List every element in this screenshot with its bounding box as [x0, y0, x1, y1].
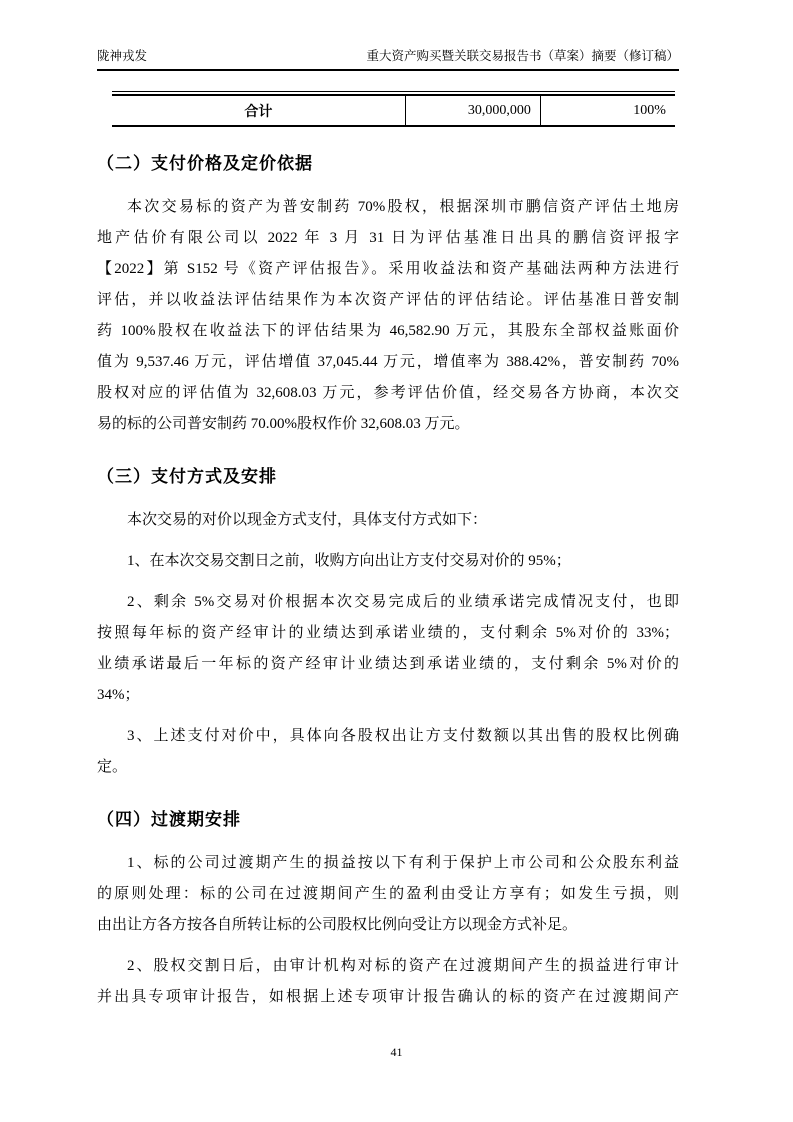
- body-line: 的原则处理：标的公司在过渡期间产生的盈利由受让方享有；如发生亏损，则: [97, 886, 679, 902]
- body-line: 地产估价有限公司以 2022 年 3 月 31 日为评估基准日出具的鹏信资评报字: [97, 230, 679, 246]
- body-line: 业绩承诺最后一年标的资产经审计业绩达到承诺业绩的，支付剩余 5%对价的: [97, 656, 679, 672]
- header-company: 陇神戎发: [97, 49, 148, 63]
- page-number: 41: [390, 1045, 403, 1059]
- body-line: 股权对应的评估值为 32,608.03 万元，参考评估价值，经交易各方协商，本次交: [97, 385, 679, 401]
- body-line: 2、股权交割日后，由审计机构对标的资产在过渡期间产生的损益进行审计: [127, 958, 679, 974]
- body-line: 1、标的公司过渡期产生的损益按以下有利于保护上市公司和公众股东利益: [127, 855, 679, 871]
- section-body: [97, 848, 679, 1013]
- paragraph: [97, 505, 679, 536]
- body-line: 药 100%股权在收益法下的评估结果为 46,582.90 万元，其股东全部权益账面价: [97, 323, 679, 339]
- running-header: [97, 48, 679, 64]
- body-line: 本次交易标的资产为普安制药 70%股权，根据深圳市鹏信资产评估土地房: [127, 199, 679, 215]
- paragraph: [97, 587, 679, 711]
- body-line: 1、在本次交易交割日之前，收购方向出让方支付交易对价的 95%；: [127, 553, 571, 569]
- table-total-row: [112, 94, 675, 127]
- section-payment-method: [97, 466, 679, 783]
- total-ratio-cell: 100%: [540, 96, 675, 125]
- body-line: 3、上述支付对价中，具体向各股权出让方支付数额以其出售的股权比例确: [127, 728, 679, 744]
- paragraph: [97, 546, 679, 577]
- body-line: 并出具专项审计报告，如根据上述专项审计报告确认的标的资产在过渡期间产: [97, 989, 679, 1005]
- body-line: 34%；: [97, 687, 140, 703]
- body-line: 由出让方各方按各自所转让标的公司股权比例向受让方以现金方式补足。: [97, 917, 578, 933]
- body-line: 易的标的公司普安制药 70.00%股权作价 32,608.03 万元。: [97, 416, 470, 432]
- section-heading-transition-period: （四）过渡期安排: [97, 810, 241, 829]
- total-amount-cell: 30,000,000: [405, 96, 540, 125]
- section-transition-period: [97, 809, 679, 1013]
- section-body: [97, 192, 679, 440]
- section-body: [97, 505, 679, 783]
- body-line: 评估，并以收益法评估结果作为本次资产评估的评估结论。评估基准日普安制: [97, 292, 679, 308]
- body-line: 值为 9,537.46 万元，评估增值 37,045.44 万元，增值率为 388.42%，普安制药 70%: [97, 354, 679, 370]
- paragraph: [97, 721, 679, 783]
- header-rule: [97, 69, 679, 71]
- total-label-cell: 合计: [244, 104, 273, 120]
- paragraph: [97, 192, 679, 440]
- body-line: 2、剩余 5%交易对价根据本次交易完成后的业绩承诺完成情况支付，也即: [127, 594, 679, 610]
- paragraph: [97, 951, 679, 1013]
- section-payment-price: [97, 153, 679, 440]
- body-line: 定。: [97, 759, 128, 775]
- header-doc-title: 重大资产购买暨关联交易报告书（草案）摘要（修订稿）: [366, 49, 679, 63]
- body-line: 按照每年标的资产经审计的业绩达到承诺业绩的，支付剩余 5%对价的 33%；: [97, 625, 679, 641]
- body-line: 【2022】第 S152 号《资产评估报告》。采用收益法和资产基础法两种方法进行: [97, 261, 679, 277]
- body-line: 本次交易的对价以现金方式支付，具体支付方式如下：: [127, 512, 488, 528]
- summary-table: [112, 91, 675, 127]
- section-heading-payment-method: （三）支付方式及安排: [97, 467, 277, 486]
- section-heading-payment-price: （二）支付价格及定价依据: [97, 154, 313, 173]
- paragraph: [97, 848, 679, 941]
